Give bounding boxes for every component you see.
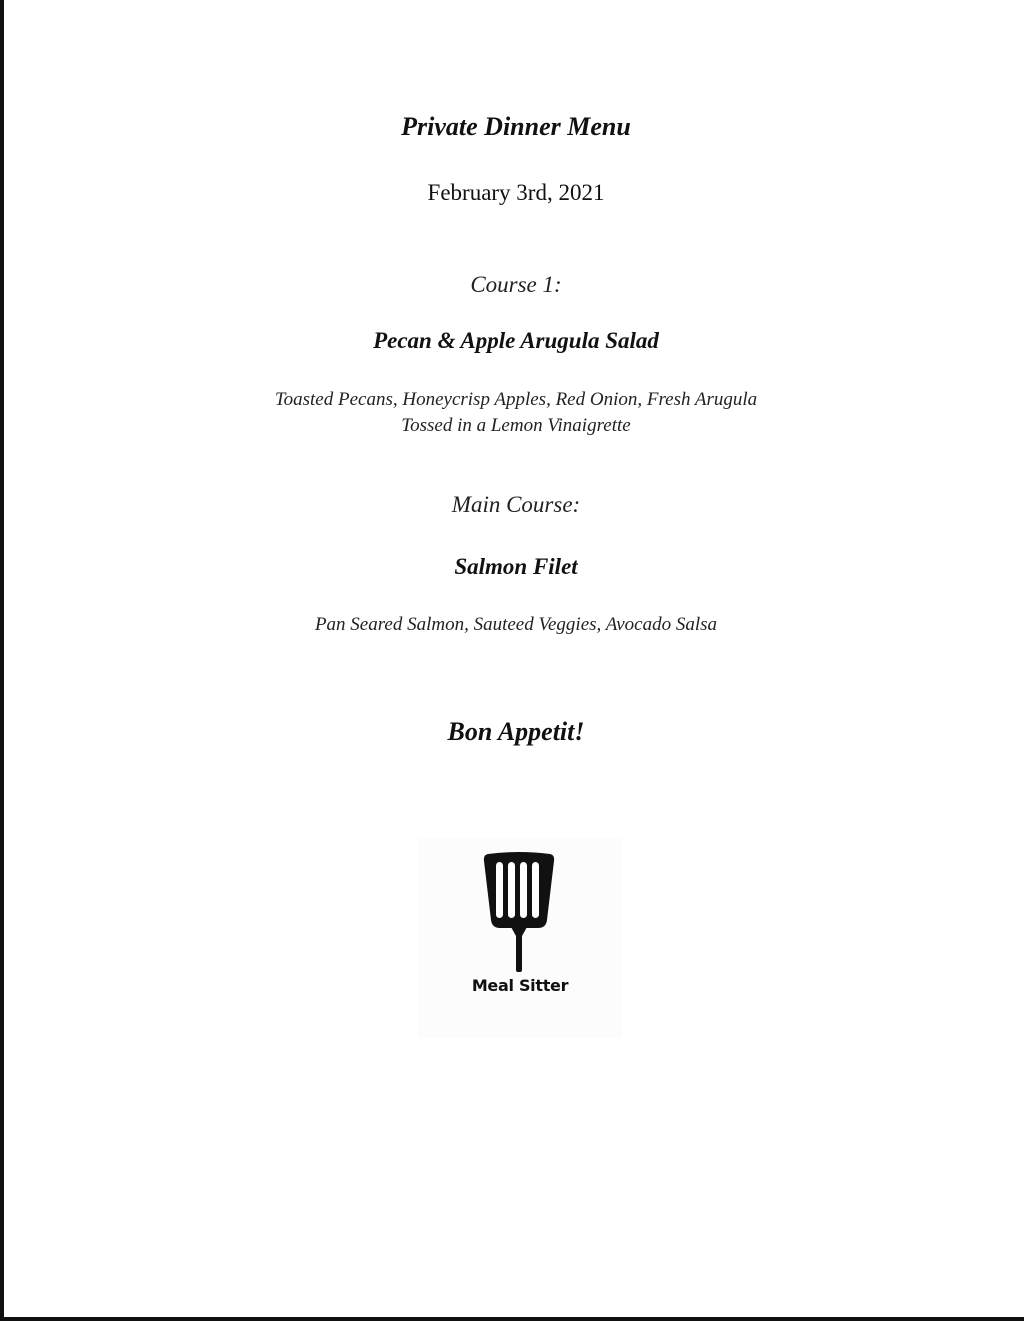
main-course-label: Main Course: <box>451 492 581 517</box>
meal-sitter-logo <box>418 838 622 1038</box>
menu-title: Private Dinner Menu <box>401 112 631 141</box>
main-course-description: Pan Seared Salmon, Sauteed Veggies, Avocado Salsa <box>314 614 718 635</box>
course-1-dish-name: Pecan & Apple Arugula Salad <box>373 328 659 353</box>
course-1-description-line-2: Tossed in a Lemon Vinaigrette <box>401 415 631 436</box>
course-1-description-line-1: Toasted Pecans, Honeycrisp Apples, Red Onion, Fresh Arugula <box>274 389 758 410</box>
menu-date: February 3rd, 2021 <box>427 180 605 205</box>
main-course-dish-name: Salmon Filet <box>454 554 578 579</box>
logo-text: Meal Sitter <box>471 976 569 995</box>
closing-message: Bon Appetit! <box>447 717 585 746</box>
spatula-icon <box>418 838 622 1038</box>
course-1-label: Course 1: <box>470 272 562 297</box>
